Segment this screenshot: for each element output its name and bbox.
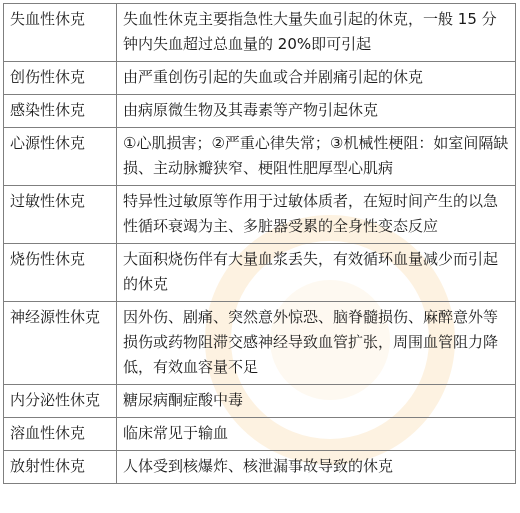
table-row xyxy=(4,128,516,186)
table-row xyxy=(4,95,516,128)
shock-type-cell: 溶血性休克 xyxy=(4,418,117,451)
shock-type-cell: 放射性休克 xyxy=(4,451,117,484)
shock-description-cell: 失血性休克主要指急性大量失血引起的休克，一般 15 分钟内失血超过总血量的 20%即可引起 xyxy=(117,4,516,62)
shock-description-cell: 大面积烧伤伴有大量血浆丢失，有效循环血量减少而引起的休克 xyxy=(117,244,516,302)
shock-description-cell: 糖尿病酮症酸中毒 xyxy=(117,385,516,418)
table-row xyxy=(4,302,516,385)
table-row xyxy=(4,244,516,302)
shock-type-cell: 感染性休克 xyxy=(4,95,117,128)
shock-description-cell: 因外伤、剧痛、突然意外惊恐、脑脊髓损伤、麻醉意外等损伤或药物阻滞交感神经导致血管扩张，周围血管阻力降低，有效血容量不足 xyxy=(117,302,516,385)
table-row xyxy=(4,385,516,418)
table-row xyxy=(4,418,516,451)
shock-type-cell: 心源性休克 xyxy=(4,128,117,186)
shock-type-cell: 烧伤性休克 xyxy=(4,244,117,302)
shock-description-cell: 由病原微生物及其毒素等产物引起休克 xyxy=(117,95,516,128)
table-row xyxy=(4,62,516,95)
shock-description-cell: ①心肌损害；②严重心律失常；③机械性梗阻：如室间隔缺损、主动脉瓣狭窄、梗阻性肥厚型心肌病 xyxy=(117,128,516,186)
shock-type-cell: 失血性休克 xyxy=(4,4,117,62)
shock-description-cell: 人体受到核爆炸、核泄漏事故导致的休克 xyxy=(117,451,516,484)
table-row xyxy=(4,186,516,244)
shock-description-cell: 由严重创伤引起的失血或合并剧痛引起的休克 xyxy=(117,62,516,95)
shock-type-cell: 过敏性休克 xyxy=(4,186,117,244)
shock-type-cell: 内分泌性休克 xyxy=(4,385,117,418)
shock-types-table xyxy=(3,3,516,484)
table-row xyxy=(4,451,516,484)
shock-description-cell: 临床常见于输血 xyxy=(117,418,516,451)
table-row xyxy=(4,4,516,62)
shock-type-cell: 创伤性休克 xyxy=(4,62,117,95)
shock-type-cell: 神经源性休克 xyxy=(4,302,117,385)
shock-description-cell: 特异性过敏原等作用于过敏体质者，在短时间产生的以急性循环衰竭为主、多脏器受累的全身性变态反应 xyxy=(117,186,516,244)
